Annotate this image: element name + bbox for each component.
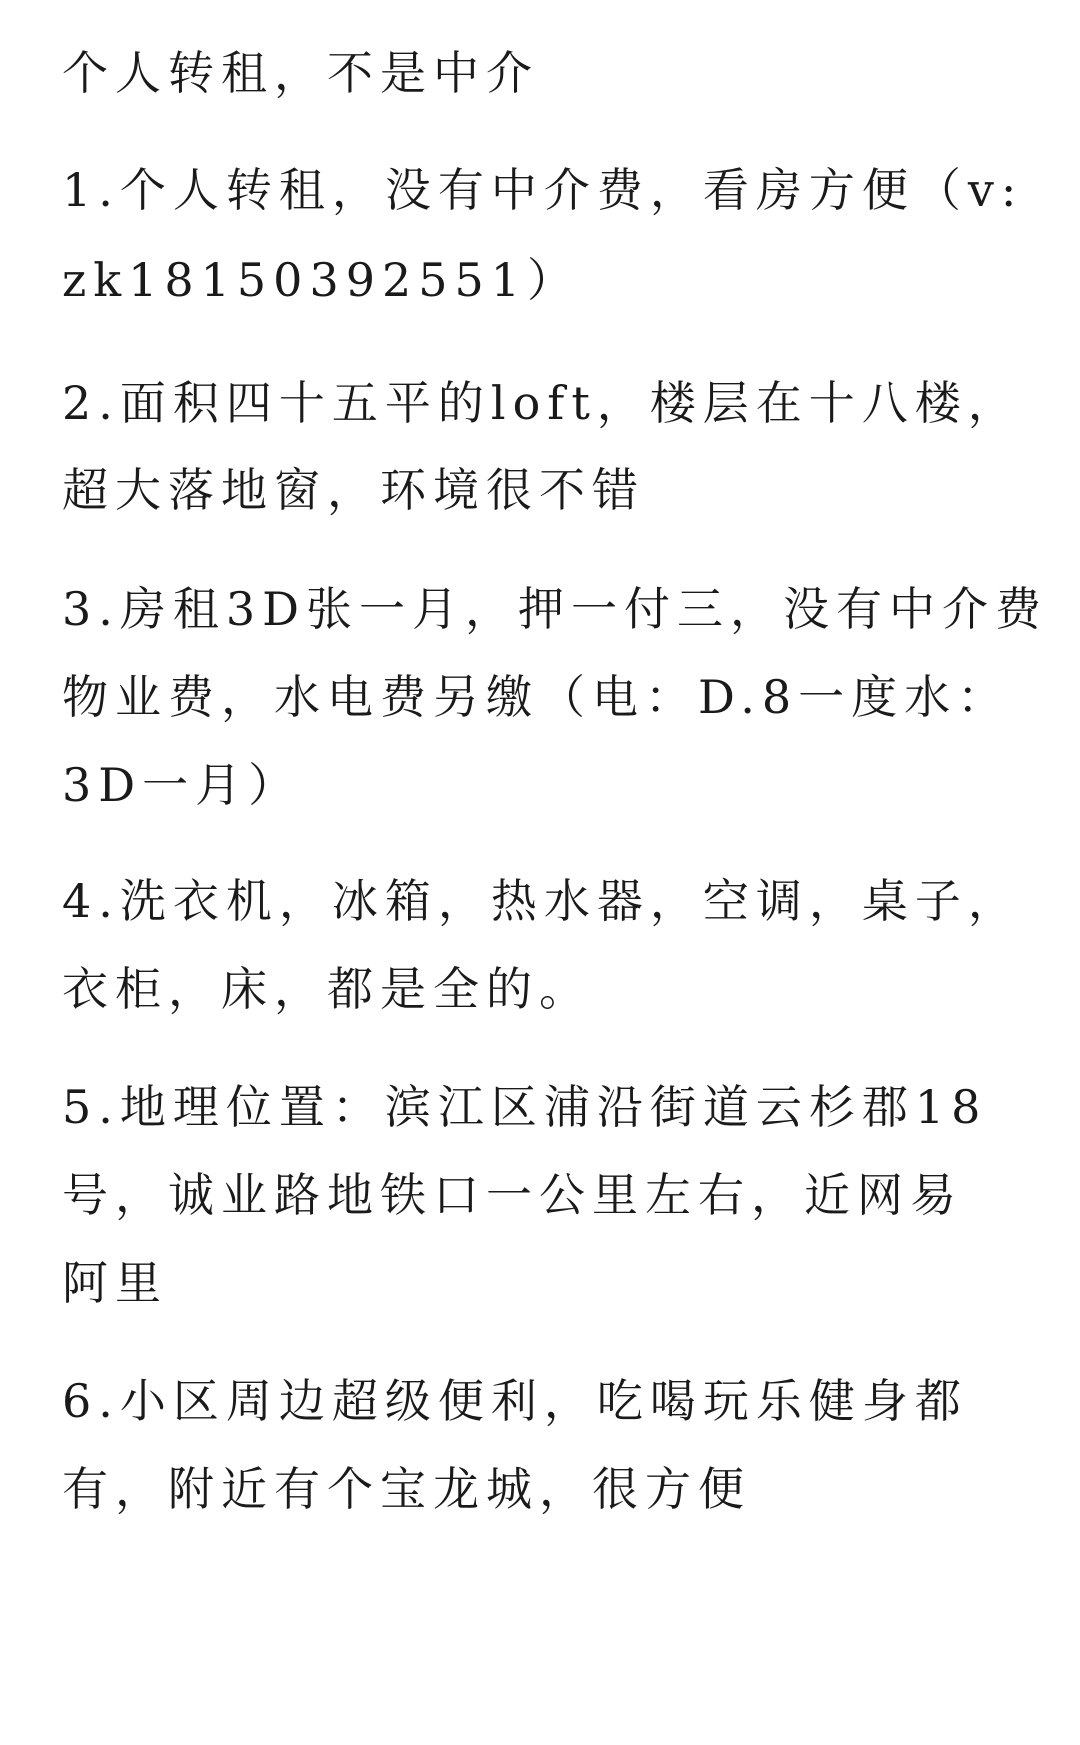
item-5-line-1: 5.地理位置：滨江区浦沿街道云杉郡18 (62, 1080, 988, 1134)
item-4-line-1: 4.洗衣机，冰箱，热水器，空调，桌子， (62, 874, 1021, 928)
item-2-line-2: 超大落地窗，环境很不错 (62, 463, 645, 517)
item-3-line-3: 3D一月） (62, 758, 302, 812)
item-3-line-2: 物业费，水电费另缴（电：D.8一度水： (62, 670, 1011, 724)
item-2-line-1: 2.面积四十五平的loft，楼层在十八楼， (62, 376, 1021, 430)
item-5-line-2: 号，诚业路地铁口一公里左右，近网易 (62, 1168, 963, 1222)
item-3-line-1: 3.房租3D张一月，押一付三，没有中介费 (62, 582, 1049, 636)
item-4-line-2: 衣柜，床，都是全的。 (62, 962, 592, 1016)
item-1-line-2: zk18150392551） (62, 253, 581, 307)
note-title: 个人转租，不是中介 (62, 46, 539, 100)
item-6-line-1: 6.小区周边超级便利，吃喝玩乐健身都 (62, 1374, 968, 1428)
item-6-line-2: 有，附近有个宝龙城，很方便 (62, 1462, 751, 1516)
item-5-line-3: 阿里 (62, 1256, 168, 1310)
item-1-line-1: 1.个人转租，没有中介费，看房方便（v: (62, 163, 1024, 217)
